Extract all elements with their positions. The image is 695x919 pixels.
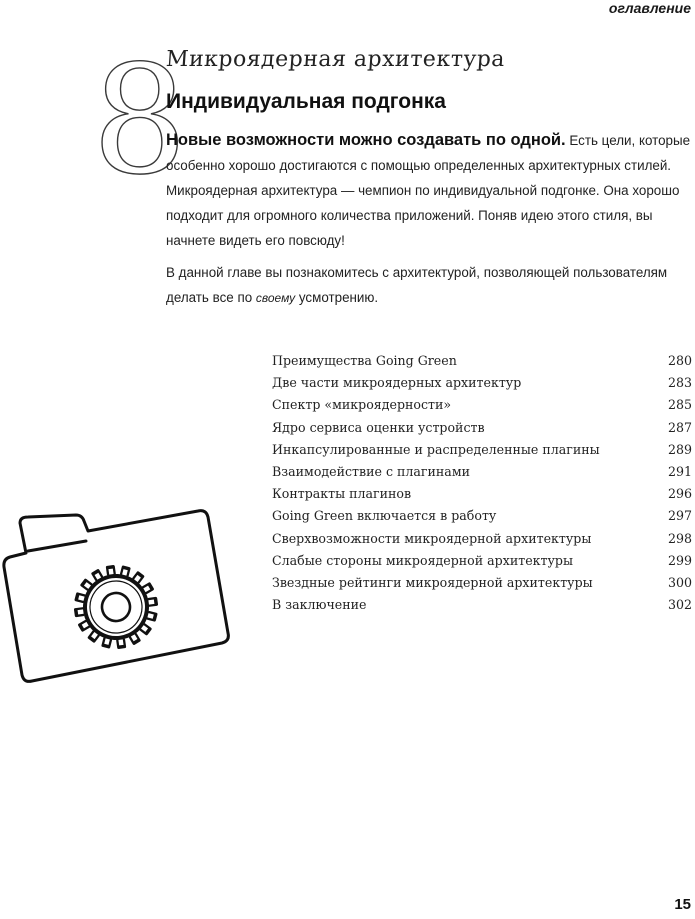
toc-entry-page: 287 — [667, 419, 692, 435]
toc-entry[interactable] — [272, 483, 692, 505]
toc-entry-page: 298 — [667, 530, 692, 546]
toc-entry[interactable] — [272, 372, 692, 394]
toc-entry-title: Звездные рейтинги микроядерной архитектуры — [272, 574, 593, 590]
folder-gear-icon — [0, 505, 240, 695]
toc-entry-page: 289 — [667, 441, 692, 457]
toc-entry-title: Going Green включается в работу — [272, 508, 497, 524]
intro-lead: Новые возможности можно создавать по одной. — [166, 131, 566, 149]
toc-entry[interactable] — [272, 461, 692, 483]
toc-entry[interactable] — [272, 350, 692, 372]
toc-entry-title: Спектр «микроядерности» — [272, 397, 452, 413]
toc-entry-page: 283 — [667, 375, 692, 391]
toc-entry[interactable] — [272, 572, 692, 594]
toc-entry-page: 300 — [667, 574, 692, 590]
chapter-intro — [166, 128, 693, 253]
intro-second-after: усмотрению. — [295, 290, 379, 305]
intro-second-emphasis: своему — [255, 291, 296, 305]
toc-entry[interactable] — [272, 594, 692, 616]
chapter-intro-second — [166, 260, 693, 311]
toc-entry-page: 299 — [667, 552, 692, 568]
toc-entry-page: 297 — [667, 508, 692, 524]
toc-entry[interactable] — [272, 439, 692, 461]
toc-entry-title: Преимущества Going Green — [272, 353, 457, 368]
toc-entry[interactable] — [272, 505, 692, 527]
toc-entry[interactable] — [272, 528, 692, 550]
toc-entry-title: Две части микроядерных архитектур — [272, 375, 522, 391]
toc-entry-title: Слабые стороны микроядерной архитектуры — [272, 552, 573, 568]
toc-entry-title: Контракты плагинов — [272, 486, 412, 502]
toc-entry-title: В заключение — [272, 597, 367, 613]
toc-entry-title: Инкапсулированные и распределенные плагины — [272, 441, 600, 457]
intro-text: Есть цели, которые особенно хорошо достигаются с помощью определенных архитектурных стилей. Микроядерная архитектура — чемпион по индивидуальной подгонке. Она хорошо подходит для огромного количества приложений. Поняв идею этого стиля, вы начнете видеть его повсюду! — [166, 133, 691, 248]
toc-entry-title: Взаимодействие с плагинами — [272, 463, 471, 479]
toc-entry[interactable] — [272, 417, 692, 439]
toc-entry-page: 296 — [667, 486, 692, 502]
intro-second-before: В данной главе вы познакомитесь с архитектурой, позволяющей пользователям делать все по — [166, 265, 668, 305]
toc-entry[interactable] — [272, 394, 692, 416]
chapter-handwritten-title: Микроядерная архитектура — [165, 47, 506, 72]
toc-entry-title: Сверхвозможности микроядерной архитектуры — [272, 530, 592, 546]
toc-entry[interactable] — [272, 550, 692, 572]
toc-entry-page: 285 — [667, 397, 692, 413]
chapter-title: Индивидуальная подгонка — [166, 90, 446, 113]
toc-entry-page: 291 — [667, 463, 692, 479]
section-header-label: оглавление — [608, 0, 691, 16]
toc-entry-title: Ядро сервиса оценки устройств — [272, 419, 485, 435]
table-of-contents — [272, 350, 692, 616]
chapter-number: 8 — [92, 34, 188, 208]
toc-entry-page: 280 — [667, 353, 692, 368]
page-number: 15 — [674, 896, 691, 913]
toc-entry-page: 302 — [667, 597, 692, 613]
